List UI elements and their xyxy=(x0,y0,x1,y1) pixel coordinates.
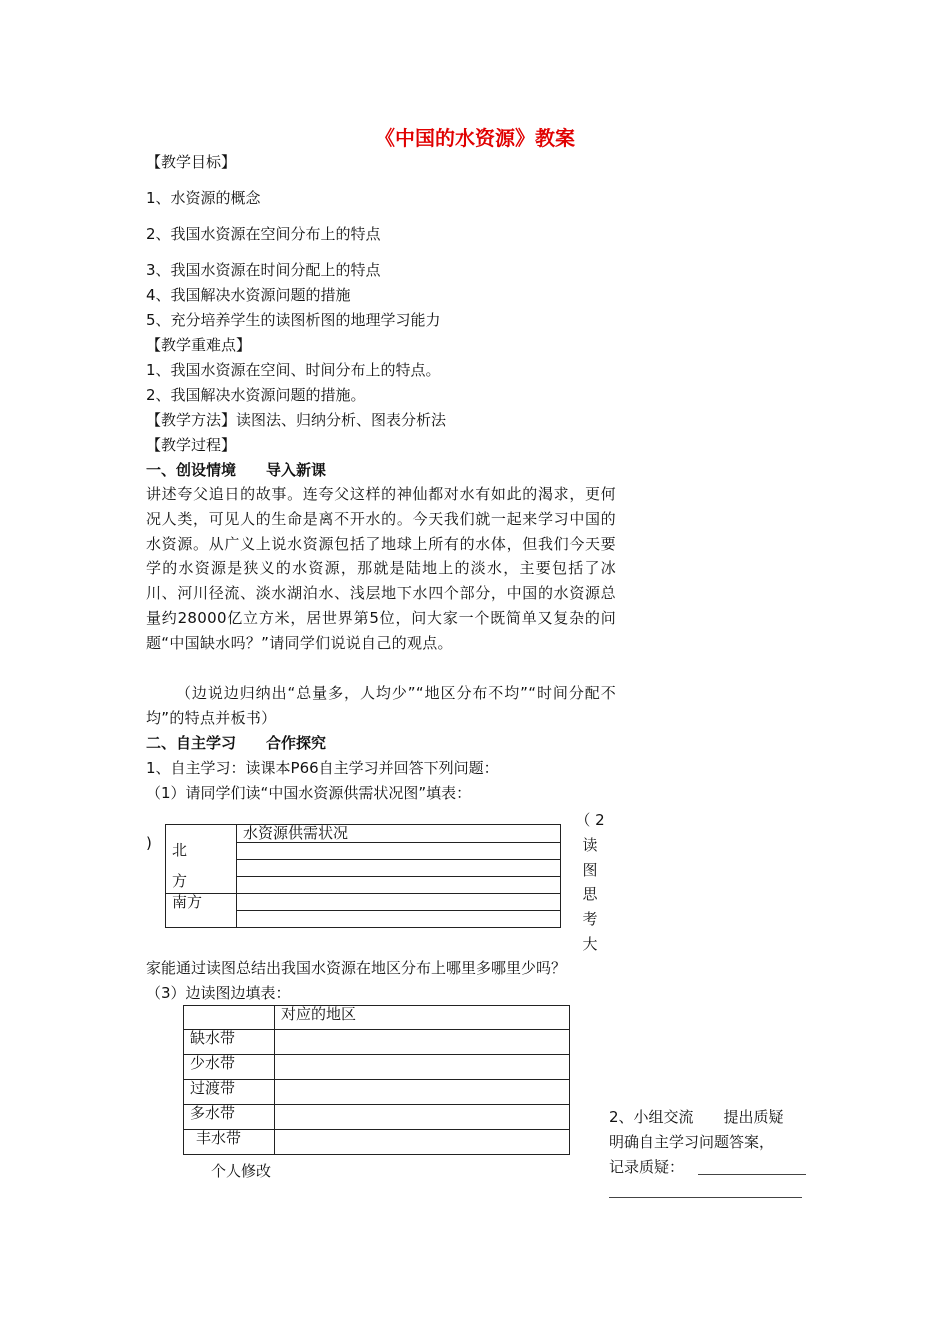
row-label: 多水带 xyxy=(184,1105,275,1130)
north-char-1: 北 xyxy=(172,841,188,859)
vertical-char: 图 xyxy=(582,860,598,879)
question-3: （3）边读图边填表： xyxy=(146,984,291,1002)
goal-item: 4、我国解决水资源问题的措施 xyxy=(146,286,351,304)
goal-item: 5、充分培养学生的读图析图的地理学习能力 xyxy=(146,311,441,329)
blank-cell[interactable] xyxy=(237,893,561,910)
part1-paragraph: 讲述夸父追日的故事。连夸父这样的神仙都对水有如此的渴求，更何况人类，可见人的生命是离不开水的。今天我们就一起来学习中国的水资源。从广义上说水资源包括了地球上所有的水体，但我们今天要学的水资源是狭义的水资源，那就是陆地上的淡水，主要包括了冰川、河川径流、淡水湖泊水、浅层地下水四个部分，中国的水资源总量约28000亿立方米，居世界第5位，问大家一个既简单又复杂的问题“中国缺水吗？”请同学们说说自己的观点。 xyxy=(146,485,616,652)
table-header: 对应的地区 xyxy=(275,1006,570,1030)
fill-in-line[interactable] xyxy=(609,1197,802,1198)
row-label: 缺水带 xyxy=(184,1030,275,1055)
fill-in-line[interactable] xyxy=(698,1174,806,1175)
table-header: 水资源供需状况 xyxy=(237,825,561,843)
group-line-2: 明确自主学习问题答案， xyxy=(609,1133,775,1151)
keypoint-item: 2、我国解决水资源问题的措施。 xyxy=(146,386,366,404)
region-table xyxy=(183,1005,570,1155)
question-2-vertical xyxy=(575,808,605,957)
personal-edit-label: 个人修改 xyxy=(211,1162,272,1180)
blank-cell[interactable] xyxy=(237,859,561,876)
part1-note: （边说边归纳出“总量多，人均少”“地区分布不均”“时间分配不均”的特点并板书） xyxy=(146,684,616,727)
page-title: 《中国的水资源》教案 xyxy=(375,126,575,150)
section-goals-heading: 【教学目标】 xyxy=(146,153,237,171)
goal-item: 3、我国水资源在时间分配上的特点 xyxy=(146,261,381,279)
goal-item: 1、水资源的概念 xyxy=(146,189,261,207)
vertical-char: 大 xyxy=(582,934,598,953)
table-corner-cell xyxy=(184,1006,275,1030)
supply-demand-table xyxy=(165,824,561,928)
row-label: 丰水带 xyxy=(184,1130,275,1155)
vertical-char: 考 xyxy=(582,910,598,929)
vertical-char: 思 xyxy=(582,885,598,904)
row-label: 少水带 xyxy=(184,1055,275,1080)
blank-cell[interactable] xyxy=(275,1130,570,1155)
group-line-1: 2、小组交流 提出质疑 xyxy=(609,1108,784,1126)
keypoint-item: 1、我国水资源在空间、时间分布上的特点。 xyxy=(146,361,441,379)
vertical-char: 读 xyxy=(582,835,598,854)
blank-cell[interactable] xyxy=(237,876,561,893)
table-corner-cell xyxy=(166,825,237,843)
goal-item: 2、我国水资源在空间分布上的特点 xyxy=(146,225,381,243)
blank-cell[interactable] xyxy=(275,1030,570,1055)
paren-left: ) xyxy=(146,834,152,852)
self-study-line: 1、自主学习：读课本P66自主学习并回答下列问题： xyxy=(146,759,499,777)
group-line-3: 记录质疑： xyxy=(609,1158,685,1176)
blank-cell[interactable] xyxy=(237,910,561,927)
blank-cell[interactable] xyxy=(275,1055,570,1080)
row-label-north xyxy=(166,842,237,893)
blank-cell[interactable] xyxy=(275,1080,570,1105)
vertical-char: （ 2 xyxy=(575,811,605,829)
methods-line: 【教学方法】读图法、归纳分析、图表分析法 xyxy=(146,411,447,429)
part2-heading: 二、自主学习 合作探究 xyxy=(146,734,327,752)
row-label: 过渡带 xyxy=(184,1080,275,1105)
blank-cell[interactable] xyxy=(275,1105,570,1130)
part1-heading: 一、创设情境 导入新课 xyxy=(146,461,327,479)
row-label-south: 南方 xyxy=(166,893,237,927)
section-process-heading: 【教学过程】 xyxy=(146,436,237,454)
question-1: （1）请同学们读“中国水资源供需状况图”填表： xyxy=(146,784,472,802)
north-char-2: 方 xyxy=(172,871,188,890)
question-2-continuation: 家能通过读图总结出我国水资源在地区分布上哪里多哪里少吗？ xyxy=(146,959,567,977)
section-keypoints-heading: 【教学重难点】 xyxy=(146,336,252,354)
blank-cell[interactable] xyxy=(237,842,561,859)
